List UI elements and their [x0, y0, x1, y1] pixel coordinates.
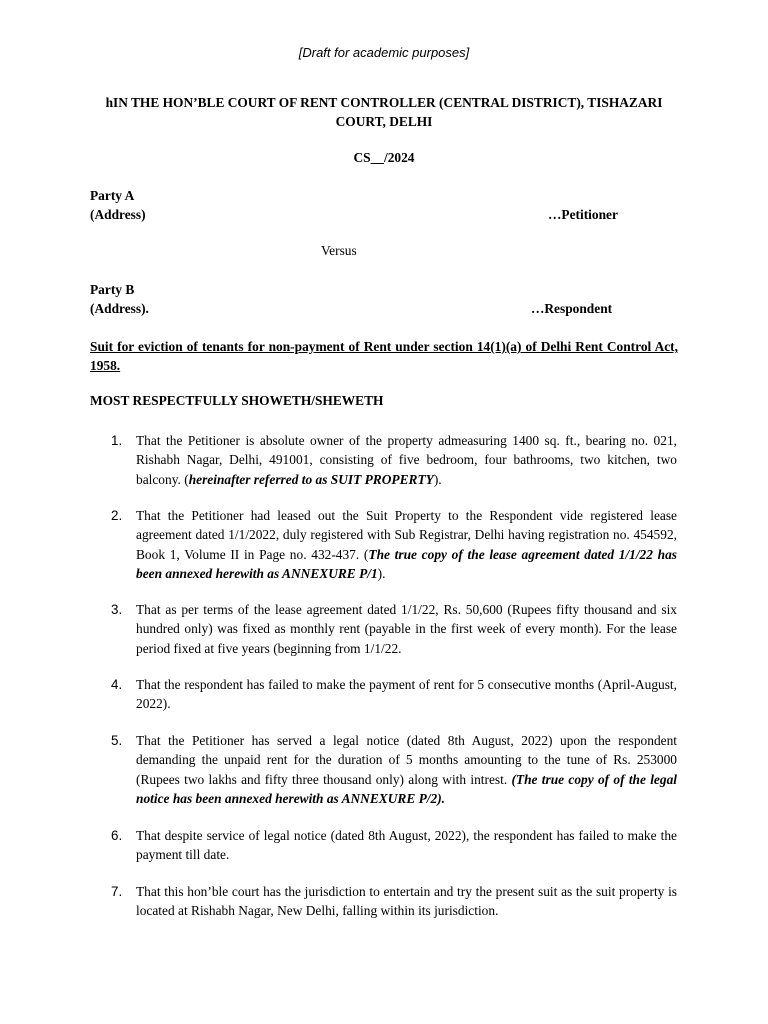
- paragraph-2: [136, 506, 677, 583]
- suit-subject: Suit for eviction of tenants for non-payment of Rent under section 14(1)(a) of Delhi Rent Control Act, 1958.: [90, 339, 678, 373]
- para-number: 3.: [111, 602, 123, 617]
- draft-note: [Draft for academic purposes]: [298, 45, 470, 60]
- court-title: hIN THE HON’BLE COURT OF RENT CONTROLLER (CENTRAL DISTRICT), TISHAZARI COURT, DELHI: [105, 95, 663, 129]
- party-a-address: (Address): [90, 207, 146, 222]
- para-emphasis: hereinafter referred to as SUIT PROPERTY: [188, 471, 434, 487]
- para-number: 1.: [111, 433, 123, 448]
- paragraph-1: [136, 431, 677, 489]
- para-text: That the Petitioner is absolute owner of the property admeasuring 1400 sq. ft., bearing no. 021, Rishabh Nagar, Delhi, 491001, consisting of five bedroom, four bathrooms, two kitchen, two balcony. (: [136, 433, 677, 487]
- para-number: 5.: [111, 733, 123, 748]
- paragraph-3: [136, 600, 677, 658]
- para-text: That despite service of legal notice (dated 8th August, 2022), the respondent has failed to make the payment till date.: [136, 828, 677, 863]
- para-text: That as per terms of the lease agreement dated 1/1/22, Rs. 50,600 (Rupees fifty thousand and six hundred only) was fixed as monthly rent (payable in the first week of every month). For the lease period fixed at five years (beginning from 1/1/22.: [136, 602, 677, 656]
- para-number: 7.: [111, 884, 123, 899]
- para-text: That the Petitioner has served a legal notice (dated 8th August, 2022) upon the respondent demanding the unpaid rent for the duration of 5 months amounting to the tune of Rs. 253000 (Rupees two lakhs and fifty three thousand only) along with intrest.: [136, 733, 677, 787]
- paragraph-7: [136, 882, 677, 921]
- petitioner-label: …Petitioner: [548, 207, 618, 222]
- para-emphasis: (The true copy of of the legal notice has been annexed herewith as ANNEXURE P/2).: [136, 771, 677, 806]
- para-tail: ).: [377, 565, 386, 581]
- showeth-heading: MOST RESPECTFULLY SHOWETH/SHEWETH: [90, 393, 384, 408]
- party-b-address: (Address).: [90, 301, 149, 316]
- para-emphasis: The true copy of the lease agreement dated 1/1/22 has been annexed herewith as ANNEXURE P/1: [136, 546, 677, 581]
- respondent-label: …Respondent: [531, 301, 613, 316]
- paragraph-4: [136, 675, 677, 714]
- paragraph-5: [136, 731, 677, 808]
- para-number: 2.: [111, 508, 123, 523]
- para-number: 6.: [111, 828, 123, 843]
- paragraph-6: [136, 826, 677, 865]
- party-b-name: Party B: [90, 282, 135, 297]
- para-text: That the Petitioner had leased out the Suit Property to the Respondent vide registered lease agreement dated 1/1/2022, duly registered with Sub Registrar, Delhi having registration no. 454592, Book 1, Volume II in Page no. 432-437. (: [136, 508, 677, 562]
- para-text: That this hon’ble court has the jurisdiction to entertain and try the present suit as the suit property is located at Rishabh Nagar, New Delhi, falling within its jurisdiction.: [136, 884, 677, 919]
- case-number: CS__/2024: [353, 150, 415, 165]
- para-number: 4.: [111, 677, 123, 692]
- party-a-name: Party A: [90, 188, 135, 203]
- versus-label: Versus: [321, 243, 357, 258]
- para-text: That the respondent has failed to make the payment of rent for 5 consecutive months (April-August, 2022).: [136, 677, 677, 712]
- para-tail: ).: [433, 471, 442, 487]
